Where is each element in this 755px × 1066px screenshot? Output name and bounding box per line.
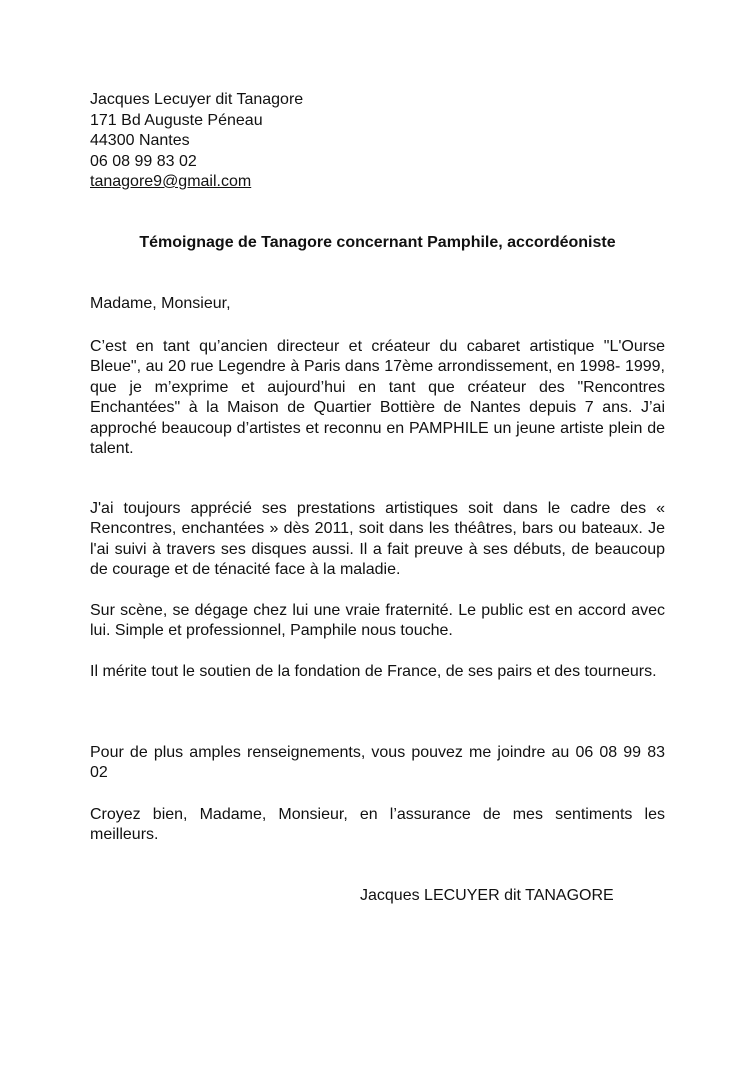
letter-paragraph-3: Sur scène, se dégage chez lui une vraie fraternité. Le public est en accord avec lui. Simple et professionnel, Pamphile nous touche. <box>90 602 665 640</box>
sender-email-link[interactable]: tanagore9@gmail.com <box>90 173 252 190</box>
letter-signature: Jacques LECUYER dit TANAGORE <box>360 887 614 904</box>
letter-paragraph-1: C’est en tant qu’ancien directeur et créateur du cabaret artistique "L'Ourse Bleue", au 20 rue Legendre à Paris dans 17ème arrondissement, en 1998- 1999, que je m’exprime et aujourd’hui en tant que créateur des "Rencontres Enchantées" à la Maison de Quartier Bottière de Nantes depuis 7 ans. J’ai approché beaucoup d’artistes et reconnu en PAMPHILE un jeune artiste plein de talent. <box>90 338 665 458</box>
sender-address-block <box>90 90 303 193</box>
letter-title: Témoignage de Tanagore concernant Pamphile, accordéoniste <box>139 234 616 251</box>
sender-city: 44300 Nantes <box>90 132 190 149</box>
letter-salutation: Madame, Monsieur, <box>90 295 231 312</box>
letter-closing: Croyez bien, Madame, Monsieur, en l’assurance de mes sentiments les meilleurs. <box>90 806 665 844</box>
sender-phone: 06 08 99 83 02 <box>90 152 197 170</box>
sender-street: 171 Bd Auguste Péneau <box>90 111 263 129</box>
letter-paragraph-2: J'ai toujours apprécié ses prestations artistiques soit dans le cadre des « Rencontres, enchantées » dès 2011, soit dans les théâtres, bars ou bateaux. Je l'ai suivi à travers ses disques aussi. Il a fait preuve à ses débuts, de beaucoup de courage et de ténacité face à la maladie. <box>90 500 665 579</box>
letter-paragraph-4: Il mérite tout le soutien de la fondation de France, de ses pairs et des tourneurs. <box>90 663 657 680</box>
sender-name: Jacques Lecuyer dit Tanagore <box>90 91 304 108</box>
letter-paragraph-5: Pour de plus amples renseignements, vous pouvez me joindre au 06 08 99 83 02 <box>90 744 665 782</box>
